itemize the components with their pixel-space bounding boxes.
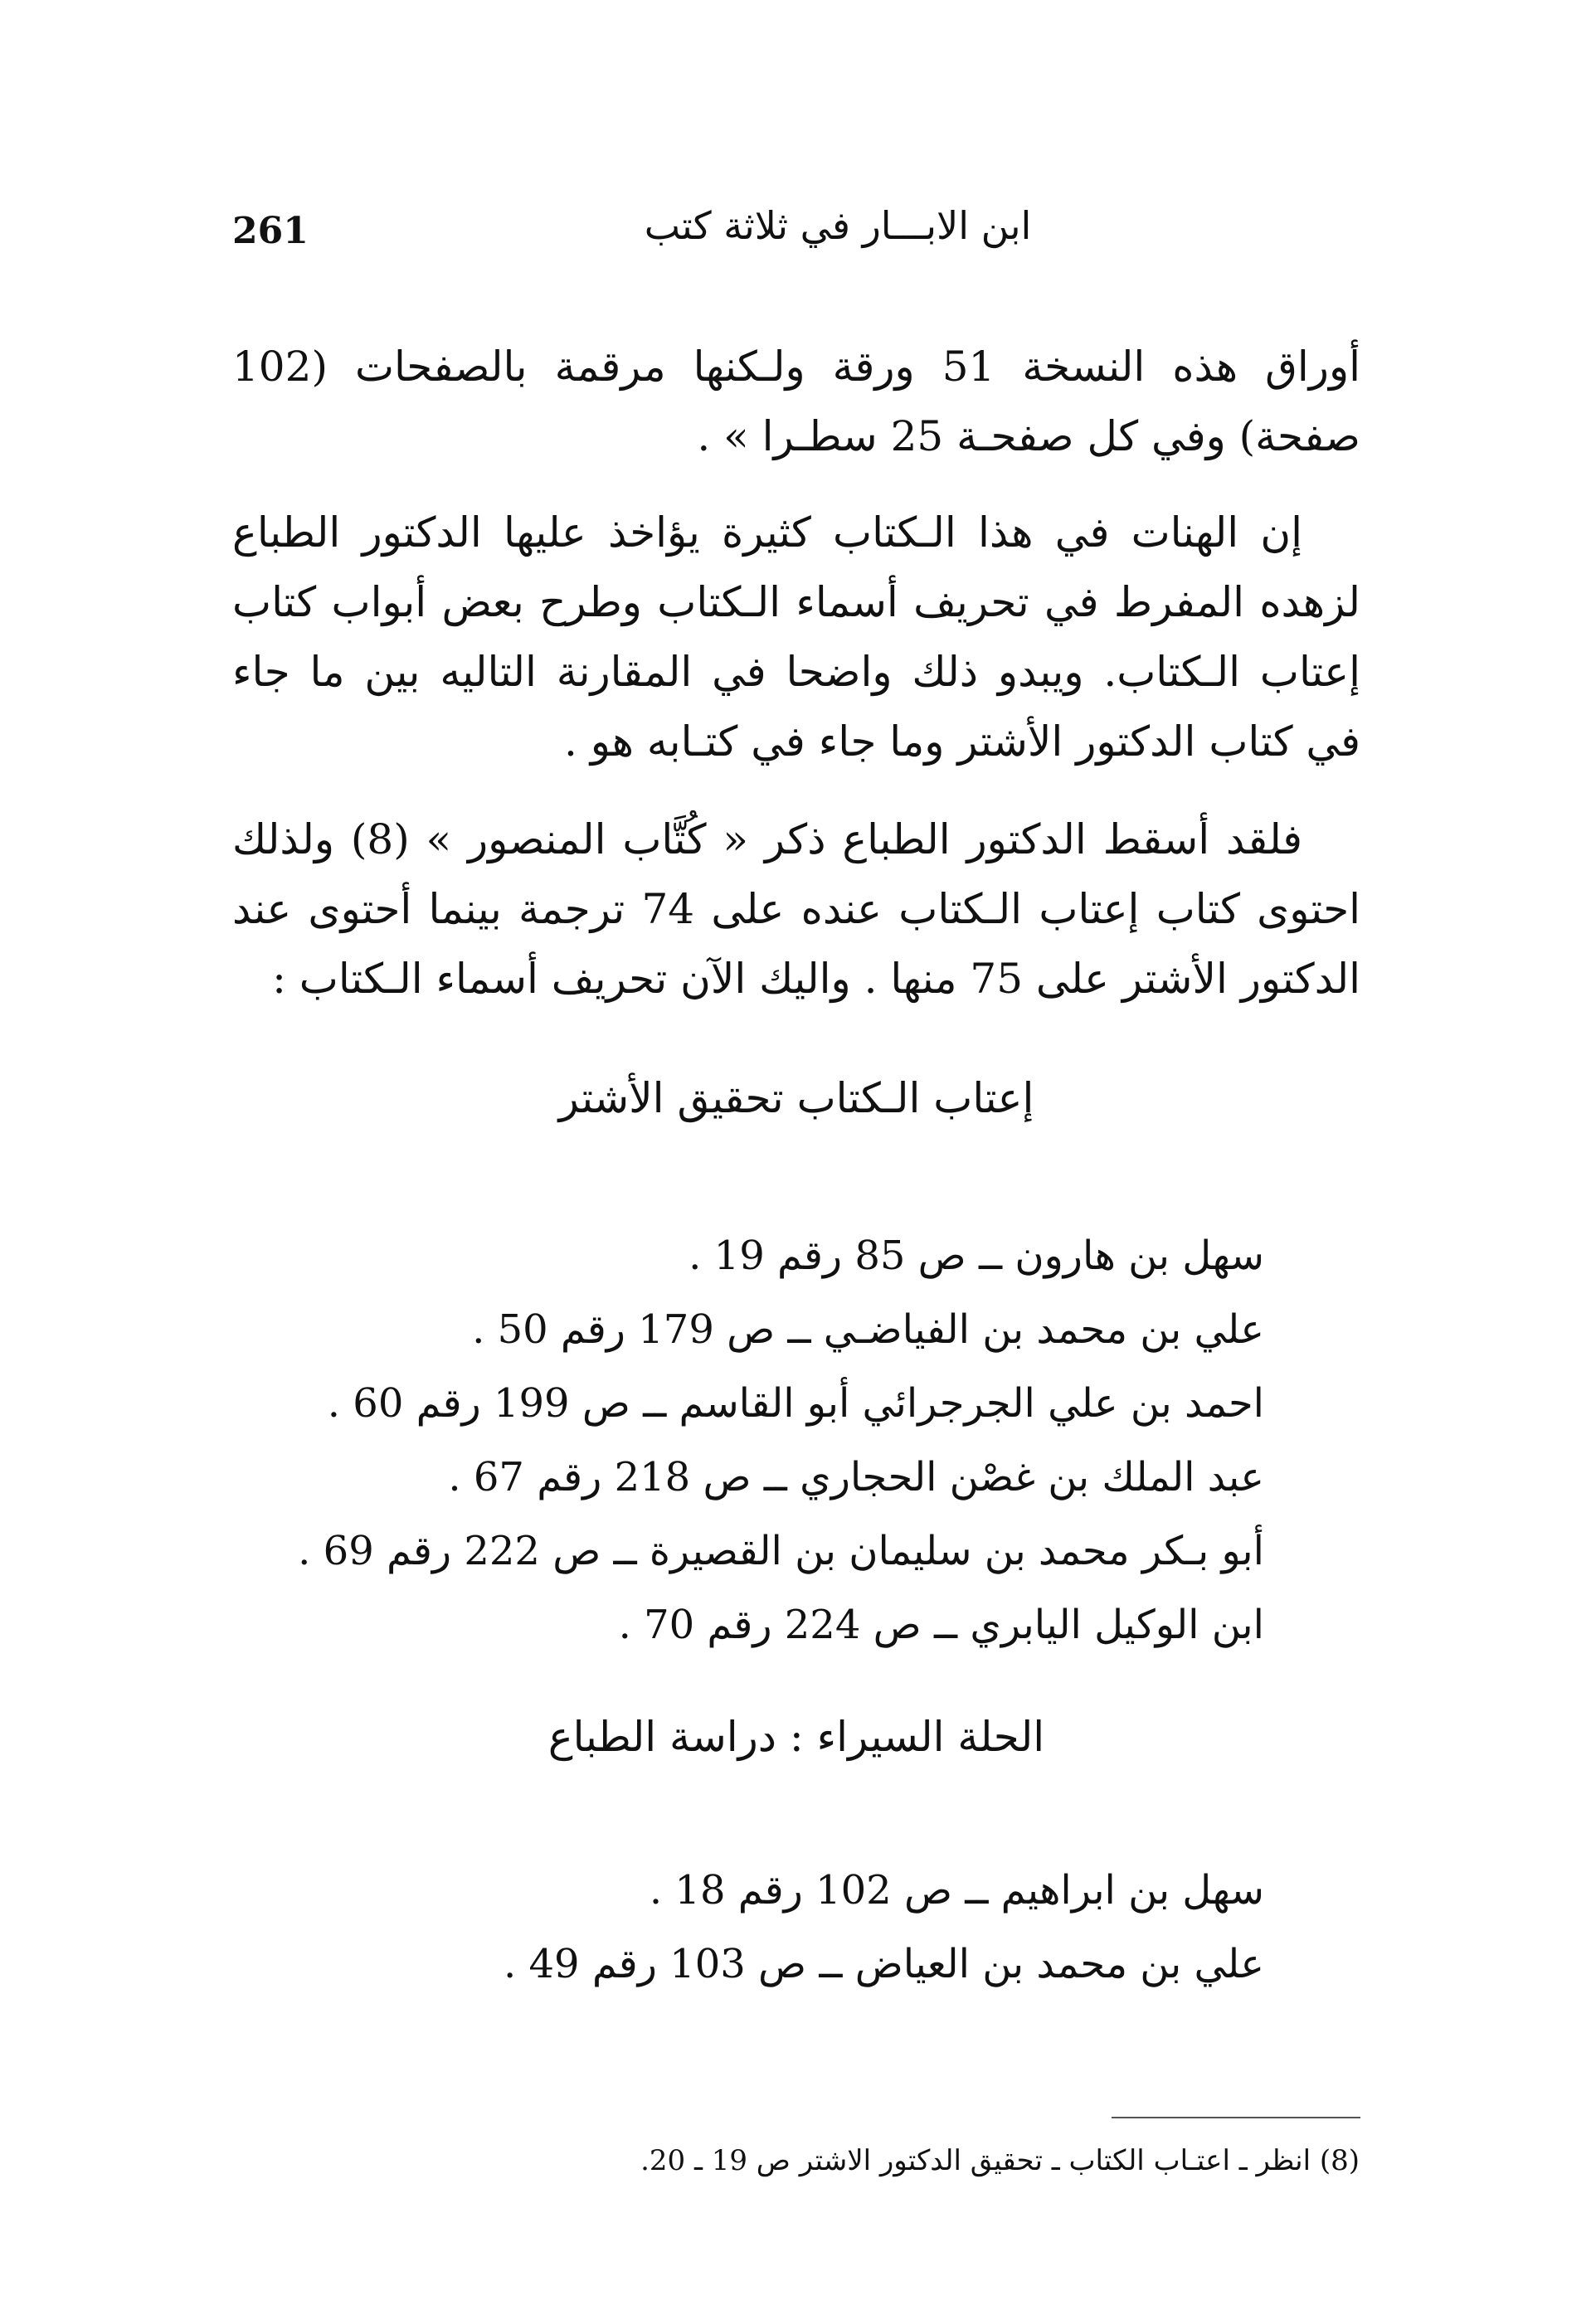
- body-paragraph: [232, 332, 1360, 471]
- page-header: [232, 203, 1360, 270]
- list-item: ابن الوكيل اليابري ــ ص 224 رقم 70 .: [618, 1602, 1264, 1648]
- entry-list: [298, 1219, 1264, 1662]
- list-item: احمد بن علي الجرجرائي أبو القاسم ــ ص 199 رقم 60 .: [327, 1380, 1264, 1427]
- footnote: (8) انظر ـ اعتـاب الكتاب ـ تحقيق الدكتور الاشتر ص 19 ـ 20.: [640, 2144, 1360, 2177]
- section-heading: إعتاب الـكتاب تحقيق الأشتر: [558, 1074, 1034, 1122]
- list-item: عبد الملك بن غصْن الحجاري ــ ص 218 رقم 67 .: [448, 1454, 1264, 1500]
- page-number: 261: [232, 210, 309, 252]
- list-item: علي بن محمد بن العياض ــ ص 103 رقم 49 .: [503, 1941, 1264, 1987]
- paragraph-text: أوراق هذه النسخة 51 ورقة ولـكنها مرقمة بالصفحات (102 صفحة) وفي كل صفحـة 25 سطـرا » .: [232, 343, 1360, 460]
- list-item: علي بن محمد بن الفياضـي ــ ص 179 رقم 50 .: [472, 1306, 1264, 1353]
- body-paragraph: [232, 498, 1360, 776]
- body-paragraph: [232, 805, 1360, 1014]
- list-item: سهل بن هارون ــ ص 85 رقم 19 .: [689, 1233, 1264, 1279]
- list-item: أبو بـكر محمد بن سليمان بن القصيرة ــ ص 222 رقم 69 .: [298, 1528, 1264, 1574]
- footnote-divider: [1112, 2117, 1360, 2118]
- section-heading: الحلة السيراء : دراسة الطباع: [547, 1713, 1045, 1761]
- running-title: ابن الابـــار في ثلاثة كتب: [644, 203, 1032, 248]
- paragraph-text: إن الهنات في هذا الـكتاب كثيرة يؤاخذ عليها الدكتور الطباع لزهده المفرط في تحريف أسماء الـكتاب وطرح بعض أبواب كتاب إعتاب الـكتاب. ويبدو ذلك واضحا في المقارنة التاليه بين ما جاء في كتاب الدكتور الأشتر وما جاء في كتـابه هو .: [232, 508, 1360, 766]
- paragraph-text: فلقد أسقط الدكتور الطباع ذكر « كُتَّاب المنصور » (8) ولذلك احتوى كتاب إعتاب الـكتاب عنده على 74 ترجمة بينما أحتوى عند الدكتور الأشتر على 75 منها . واليك الآن تحريف أسماء الـكتاب :: [232, 815, 1361, 1003]
- entry-list: [504, 1854, 1264, 2001]
- list-item: سهل بن ابراهيم ــ ص 102 رقم 18 .: [649, 1867, 1264, 1914]
